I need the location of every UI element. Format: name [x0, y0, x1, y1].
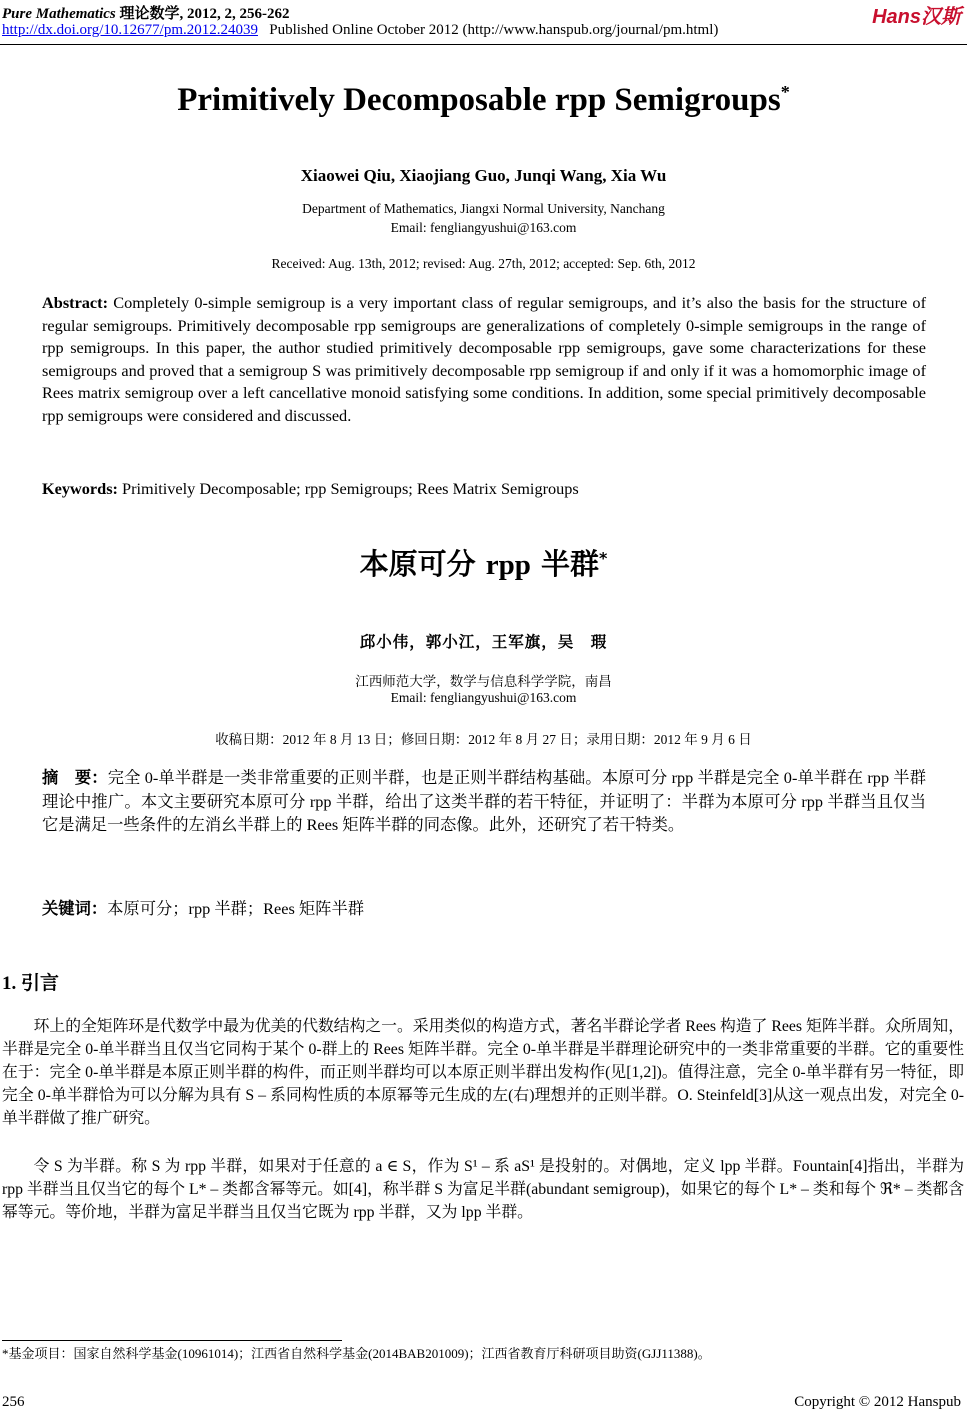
journal-header: [2, 2, 290, 23]
page-number: 256: [2, 1394, 25, 1410]
journal-citation: 理论数学, 2012, 2, 256-262: [115, 6, 290, 22]
cn-email: Email: fengliangyushui@163.com: [390, 690, 577, 705]
footnote: *基金项目：国家自然科学基金(10961014)；江西省自然科学基金(2014BAB201009)；江西省教育厅科研项目助资(GJJ11388)。: [2, 1346, 711, 1361]
abstract-label: Abstract:: [42, 293, 109, 312]
header-divider: [0, 44, 967, 45]
paper-authors: Xiaowei Qiu, Xiaojiang Guo, Junqi Wang, Xia Wu: [300, 166, 667, 185]
cn-keywords-label: 关键词：: [42, 899, 108, 918]
cn-affiliation: 江西师范大学，数学与信息科学学院，南昌: [355, 674, 612, 689]
footnote-divider: [2, 1340, 342, 1341]
hans-logo: Hans汉斯: [872, 6, 961, 28]
title-footnote-mark: *: [780, 82, 790, 102]
doi-line: [2, 22, 718, 39]
paper-dates: Received: Aug. 13th, 2012; revised: Aug. 27th, 2012; accepted: Sep. 6th, 2012: [271, 256, 696, 271]
paper-email: Email: fengliangyushui@163.com: [390, 220, 577, 235]
cn-abstract: [42, 766, 926, 837]
published-info: Published Online October 2012 (http://www.hanspub.org/journal/pm.html): [269, 22, 719, 38]
abstract: [42, 292, 926, 428]
cn-title-footnote-mark: *: [599, 548, 608, 568]
keywords: [42, 478, 926, 501]
journal-name: Pure Mathematics: [2, 6, 116, 22]
cn-keywords: [42, 898, 926, 921]
body-paragraph: 环上的全矩阵环是代数学中最为优美的代数结构之一。采用类似的构造方式，著名半群论学者 Rees 构造了 Rees 矩阵半群。众所周知，半群是完全 0-单半群当且仅当它同构于某个 0-群上的 Rees 矩阵半群。完全 0-单半群是半群理论研究中的一类非常重要的半群。它的重要性在于：完全 0-单半群是本原正则半群的构件，而正则半群均可以本原正则半群出发构作(见[1,2])。值得注意，完全 0-单半群有另一特征，即完全 0-单半群恰为可以分解为具有 S – 系同构性质的本原幂等元生成的左(右)理想并的正则半群。O. Steinfeld[3]从这一观点出发，对完全 0-单半群做了推广研究。: [2, 1018, 964, 1127]
cn-authors: 邱小伟，郭小江，王军旗，吴 瑕: [359, 634, 608, 651]
cn-paper-title: 本原可分 rpp 半群*: [359, 547, 608, 581]
cn-abstract-label: 摘 要：: [42, 768, 108, 787]
body-paragraph: 令 S 为半群。称 S 为 rpp 半群，如果对于任意的 a ∈ S，作为 S¹ – 系 aS¹ 是投射的。对偶地，定义 lpp 半群。Fountain[4]指出，半群为 rpp 半群当且仅当它的每个 L* – 类都含幂等元。如[4]，称半群 S 为富足半群(abundant semigroup)，如果它的每个 L* – 类和每个 ℜ* – 类都含幂等元。等价地，半群为富足半群当且仅当它既为 rpp 半群，又为 lpp 半群。: [2, 1158, 964, 1221]
keywords-label: Keywords:: [42, 479, 118, 498]
cn-dates: 收稿日期：2012 年 8 月 13 日；修回日期：2012 年 8 月 27 日；录用日期：2012 年 9 月 6 日: [215, 732, 752, 747]
copyright: Copyright © 2012 Hanspub: [794, 1394, 961, 1410]
paper-affiliation: Department of Mathematics, Jiangxi Normal University, Nanchang: [302, 201, 665, 216]
keywords-text: Primitively Decomposable; rpp Semigroups; Rees Matrix Semigroups: [117, 479, 579, 498]
doi-link[interactable]: http://dx.doi.org/10.12677/pm.2012.24039: [2, 22, 258, 38]
paper-title: Primitively Decomposable rpp Semigroups*: [177, 82, 790, 118]
cn-keywords-text: 本原可分；rpp 半群；Rees 矩阵半群: [107, 899, 365, 918]
abstract-text: Completely 0-simple semigroup is a very important class of regular semigroups, and it’s also the basis for the structure of regular semigroups. Primitively decomposable rpp semigroups are generalizations of completely 0-simple semigroups in the range of rpp semigroups. In this paper, the author studied primitively decomposable rpp semigroups, gave some characterizations for these semigroups and proved that a semigroup S was primitively decomposable rpp semigroup if and only if it was a homomorphic image of Rees matrix semigroup over a left cancellative monoid satisfying some conditions. In addition, some special primitively decomposable rpp semigroups were considered and discussed.: [42, 293, 926, 425]
cn-abstract-text: 完全 0-单半群是一类非常重要的正则半群，也是正则半群结构基础。本原可分 rpp 半群是完全 0-单半群在 rpp 半群理论中推广。本文主要研究本原可分 rpp 半群，给出了这类半群的若干特征，并证明了：半群为本原可分 rpp 半群当且仅当它是满足一些条件的左消幺半群上的 Rees 矩阵半群的同态像。此外，还研究了若干特类。: [42, 768, 926, 834]
section-title: 1. 引言: [2, 973, 60, 994]
